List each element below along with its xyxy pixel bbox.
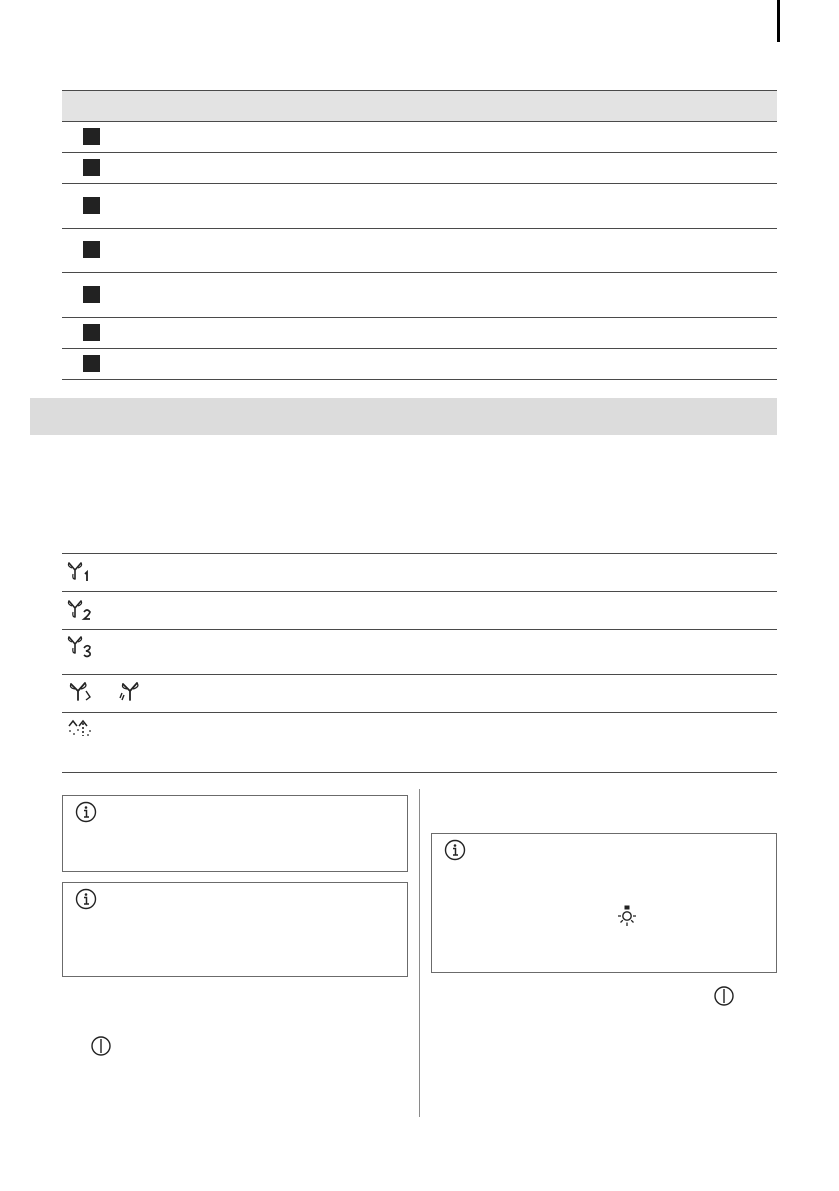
light-icon <box>615 904 639 928</box>
row-divider <box>62 629 777 630</box>
section-heading-bar <box>30 398 777 435</box>
top-table-header <box>62 90 777 122</box>
fan-speed-3-icon <box>66 634 94 660</box>
info-icon <box>75 888 97 910</box>
row-divider <box>62 348 777 349</box>
fan-speed-1-icon <box>66 560 94 584</box>
row-divider <box>62 228 777 229</box>
info-icon <box>444 839 466 861</box>
row-marker <box>83 355 100 372</box>
row-divider <box>62 553 777 554</box>
fan-boost-icon <box>118 679 146 705</box>
row-divider <box>62 674 777 675</box>
row-divider <box>62 183 777 184</box>
row-divider <box>62 272 777 273</box>
steam-icon <box>66 716 96 742</box>
row-divider <box>62 379 777 380</box>
row-marker <box>83 286 100 303</box>
page-header-edge <box>0 0 780 42</box>
column-divider <box>419 789 420 1117</box>
row-marker <box>83 197 100 214</box>
row-divider <box>62 317 777 318</box>
fan-off-icon <box>66 679 94 705</box>
row-marker <box>83 159 100 176</box>
row-marker <box>83 324 100 341</box>
row-divider <box>62 772 777 773</box>
info-note <box>62 882 408 977</box>
row-marker <box>83 241 100 258</box>
fan-speed-2-icon <box>66 598 94 622</box>
row-divider <box>62 712 777 713</box>
info-note <box>62 795 408 872</box>
info-icon <box>75 801 97 823</box>
row-marker <box>83 128 100 145</box>
power-icon <box>90 1035 112 1057</box>
row-divider <box>62 152 777 153</box>
power-icon <box>713 985 735 1007</box>
info-note <box>431 833 777 973</box>
row-divider <box>62 591 777 592</box>
